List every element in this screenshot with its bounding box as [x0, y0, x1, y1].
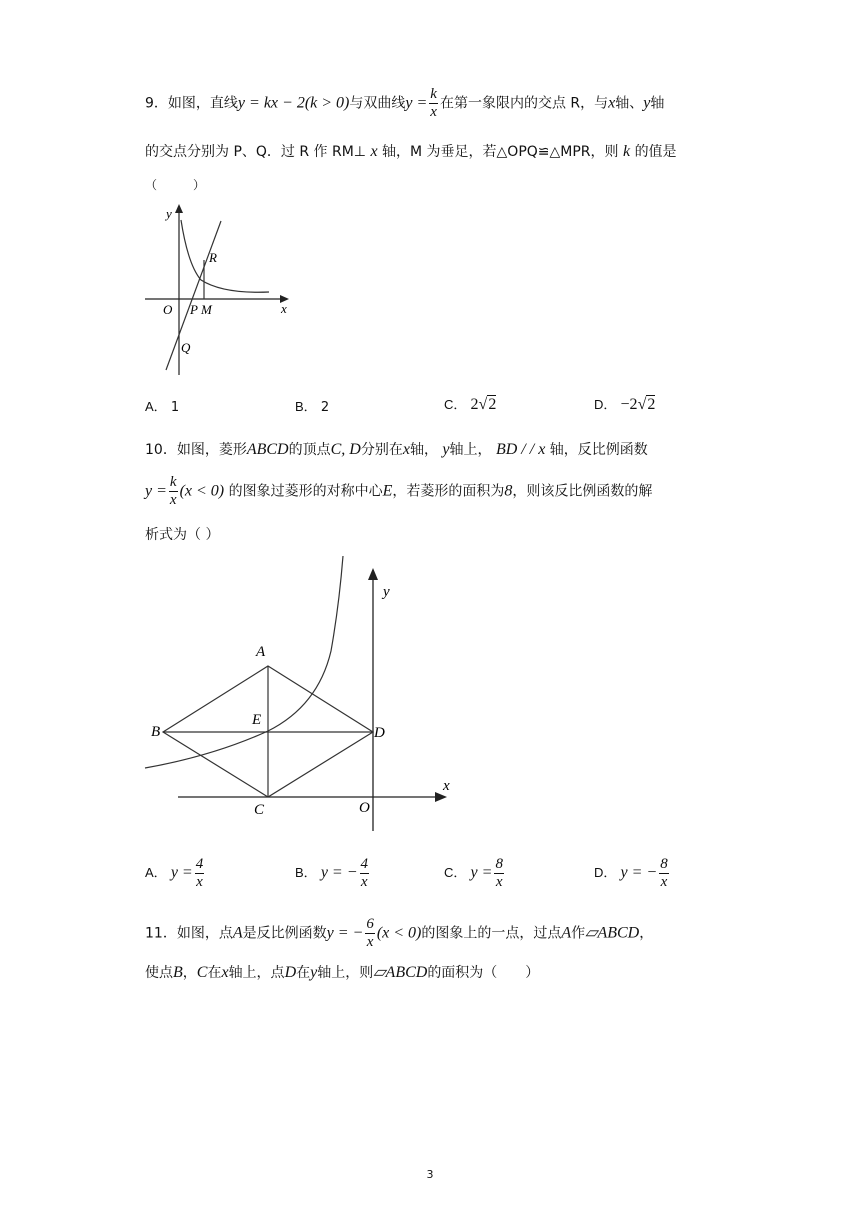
q11-parallelogram: ▱ABCD — [373, 964, 428, 981]
option-sqrt: −2√2 — [620, 396, 656, 413]
q9-text: 与双曲线 — [349, 95, 406, 112]
option-label: B． — [295, 399, 317, 414]
q11-y: y — [310, 964, 318, 981]
q11-text: 是反比例函数 — [242, 925, 327, 942]
q11-fn-lhs: y = − — [326, 924, 364, 942]
q9-text: ，与 — [580, 95, 609, 112]
q9-option-d[interactable] — [594, 394, 655, 414]
option-fraction — [360, 856, 370, 891]
q9-label-m: M — [201, 302, 212, 317]
fraction-num: 4 — [195, 856, 204, 872]
q9-text: 如图，直线 — [167, 95, 238, 112]
q9-option-a[interactable] — [145, 396, 179, 415]
option-lhs: y = − — [320, 864, 358, 881]
q10-option-a[interactable] — [145, 856, 206, 891]
q10-line2 — [145, 474, 652, 509]
q10-text: 析式为（ ） — [145, 527, 220, 543]
q9-text: 的交点分别为 P、Q．过 R 作 RM⊥ — [145, 144, 366, 160]
q9-option-c[interactable] — [444, 394, 496, 414]
q10-e: E — [382, 482, 393, 500]
option-label: C． — [444, 865, 467, 880]
q10-label-o: O — [359, 800, 370, 816]
q11-text: 作 — [571, 925, 586, 942]
q11-text: 的图象上的一点，过点 — [421, 925, 562, 942]
q10-text: ，若菱形的面积为 — [392, 483, 505, 500]
q9-figure — [143, 200, 293, 380]
q11-a: A — [232, 924, 243, 942]
fraction-den: x — [360, 874, 368, 890]
q10-hyperbola — [145, 556, 343, 768]
q10-option-d[interactable] — [594, 856, 671, 891]
q10-line1 — [145, 439, 648, 459]
q9-label-r: R — [209, 250, 217, 265]
q9-line2 — [145, 141, 677, 161]
page-number: 3 — [426, 1168, 434, 1181]
q9-text: 轴 — [650, 95, 665, 112]
q11-c: C — [196, 964, 208, 981]
q10-figure — [143, 556, 473, 836]
option-fraction — [659, 856, 669, 891]
sqrt-radicand: 2 — [488, 396, 497, 413]
option-label: A． — [145, 399, 167, 414]
q11-text: ， — [639, 925, 654, 942]
option-fraction — [494, 856, 504, 891]
option-label: D． — [594, 865, 617, 880]
q9-x: x — [608, 94, 616, 112]
q10-label-x: x — [443, 778, 450, 794]
fraction-num: k — [169, 474, 177, 490]
q10-text: 轴，反比例函数 — [549, 442, 648, 458]
option-label: A． — [145, 865, 167, 880]
q11-line2 — [145, 962, 539, 982]
option-value: 1 — [170, 400, 180, 415]
q9-y-arrow — [175, 204, 183, 213]
option-value: 2 — [320, 400, 330, 415]
q9-point-r: R — [570, 95, 581, 112]
option-fraction — [195, 856, 205, 891]
q10-label-y: y — [383, 584, 390, 600]
sqrt-coef: −2 — [620, 396, 638, 413]
q10-label-e: E — [252, 712, 262, 728]
q11-text: 轴上，点 — [228, 965, 285, 981]
fraction-den: x — [366, 934, 374, 950]
q10-domain: (x < 0) — [179, 482, 225, 500]
q9-hyperbola-lhs: y = — [405, 94, 428, 112]
q9-fraction-num: k — [430, 86, 437, 102]
q9-line1 — [145, 86, 664, 121]
q9-text: 在第一象限内的交点 — [439, 95, 566, 112]
option-lhs: y = — [170, 864, 193, 881]
q10-text: 轴上， — [449, 442, 492, 458]
q9-text: 轴，M 为垂足，若△OPQ≌△MPR，则 — [382, 144, 619, 160]
q9-line-equation: y = kx − 2(k > 0) — [237, 94, 350, 112]
q10-label-c: C — [254, 802, 265, 818]
q9-text: 的值是 — [634, 144, 677, 160]
q9-label-q: Q — [181, 340, 191, 355]
fraction-num: 8 — [660, 856, 668, 872]
fraction-num: 8 — [495, 856, 503, 872]
q9-line — [166, 221, 221, 370]
q10-parallel: BD / / x — [495, 441, 546, 458]
q11-d: D — [284, 964, 297, 981]
fraction-den: x — [169, 492, 177, 508]
q9-k: k — [623, 143, 631, 160]
q9-fraction-den: x — [430, 104, 437, 120]
q11-text: 如图，点 — [176, 925, 233, 942]
q9-label-o: O — [163, 302, 173, 317]
q10-label-d: D — [374, 725, 385, 741]
fraction-den: x — [495, 874, 503, 890]
fraction-den: x — [196, 874, 203, 890]
option-label: B． — [295, 865, 317, 880]
option-sqrt: 2√2 — [470, 396, 497, 413]
q9-x: x — [370, 143, 378, 160]
q11-text: 轴上，则 — [317, 965, 374, 981]
q9-line3 — [145, 176, 205, 193]
q11-text: 在 — [296, 965, 311, 981]
option-label: D． — [594, 397, 617, 412]
q11-number: 11． — [145, 925, 177, 942]
fraction-den: x — [660, 874, 668, 890]
q10-rhombus: ABCD — [246, 441, 289, 458]
q11-domain: (x < 0) — [376, 924, 422, 942]
q11-text: 在 — [207, 965, 222, 981]
q9-label-x: x — [281, 301, 287, 316]
q11-parallelogram: ▱ABCD — [585, 924, 640, 942]
q10-fn-fraction — [169, 474, 178, 509]
q10-text: 轴， — [409, 442, 438, 458]
q11-b: B — [173, 964, 183, 981]
q9-number: 9． — [145, 95, 168, 112]
q10-text: 的图象过菱形的对称中心 — [228, 483, 383, 500]
q10-label-b: B — [151, 724, 161, 740]
q10-number: 10． — [145, 442, 177, 458]
q11-text: 使点 — [145, 965, 173, 981]
q10-area: 8 — [504, 482, 513, 500]
q9-blank: （ ） — [145, 178, 206, 192]
q10-line3 — [145, 524, 219, 544]
q10-vertices: C, D — [330, 441, 361, 458]
q9-text: 轴、 — [615, 95, 644, 112]
fraction-num: 6 — [366, 916, 374, 932]
q10-text: 如图，菱形 — [176, 442, 247, 458]
q9-option-b[interactable] — [295, 396, 329, 415]
q10-y: y — [442, 441, 450, 458]
q10-text: 的顶点 — [288, 442, 331, 458]
q11-a: A — [561, 924, 572, 942]
q9-label-y: y — [166, 206, 172, 221]
q10-fn-lhs: y = — [145, 482, 167, 500]
q9-y: y — [643, 94, 651, 112]
q10-text: ，则该反比例函数的解 — [512, 483, 653, 500]
q11-line1 — [145, 916, 653, 951]
q9-label-p: P — [190, 302, 198, 317]
option-lhs: y = — [470, 864, 493, 881]
q11-x: x — [221, 964, 229, 981]
q11-fn-fraction — [365, 916, 375, 951]
q10-text: 分别在 — [360, 442, 403, 458]
q10-label-a: A — [256, 644, 266, 660]
q10-option-b[interactable] — [295, 856, 371, 891]
q10-option-c[interactable] — [444, 856, 506, 891]
sqrt-coef: 2 — [470, 396, 479, 413]
sqrt-radicand: 2 — [647, 396, 656, 413]
q9-hyperbola — [181, 220, 269, 292]
option-label: C． — [444, 397, 467, 412]
q9-hyperbola-fraction — [429, 86, 438, 121]
q11-text: 的面积为（ ） — [427, 965, 540, 981]
q11-text: ， — [182, 965, 197, 981]
q10-y-arrow — [368, 568, 378, 580]
option-lhs: y = − — [620, 864, 658, 881]
q10-x: x — [402, 441, 410, 458]
fraction-num: 4 — [360, 856, 369, 872]
